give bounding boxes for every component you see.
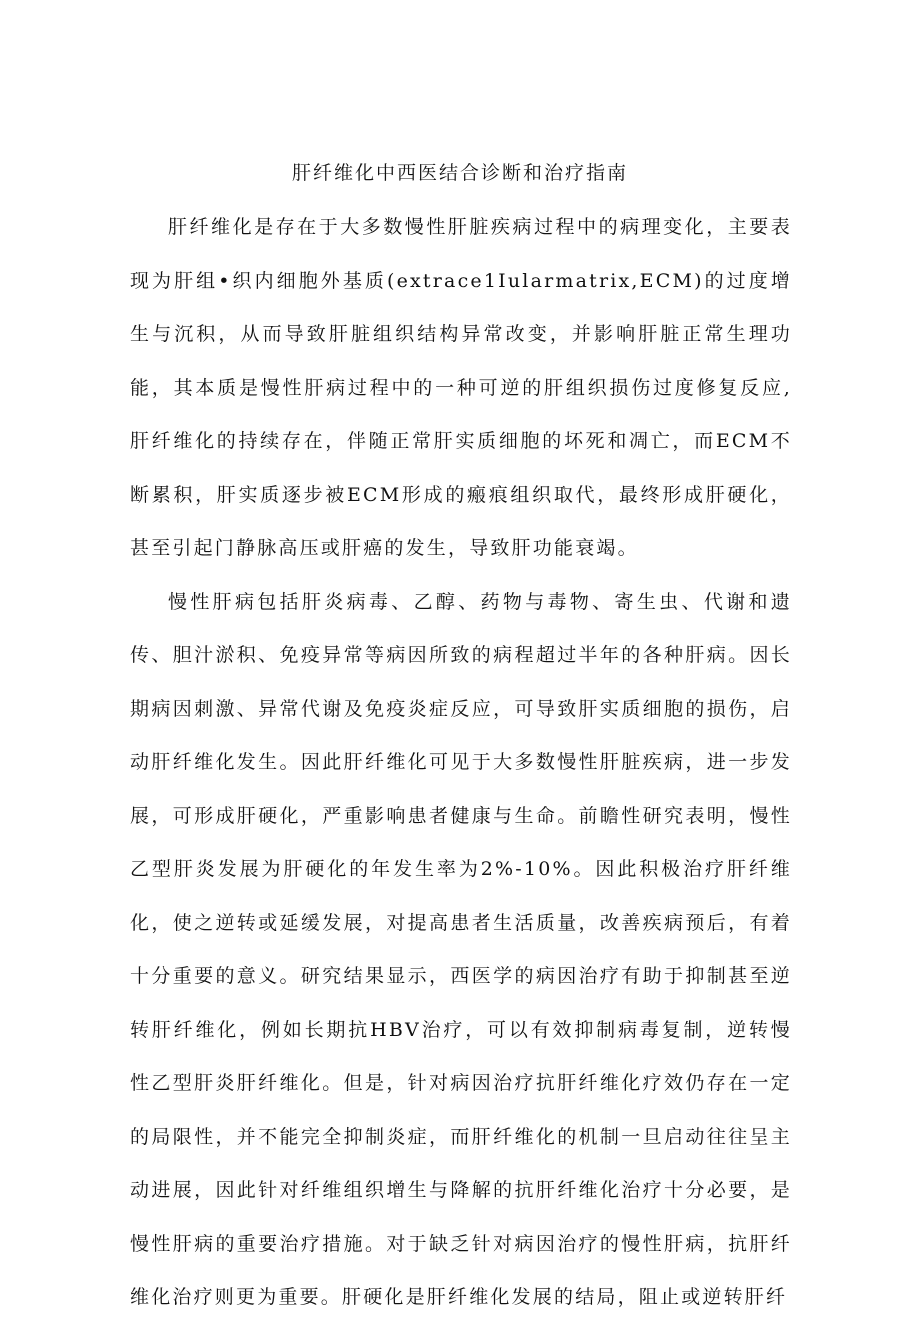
paragraph-1: 肝纤维化是存在于大多数慢性肝脏疾病过程中的病理变化，主要表现为肝组•织内细胞外基质(extrace1Iularmatrix,ECM)的过度增生与沉积，从而导致肝脏组织结构异常改变，并影响肝脏正常生理功能，其本质是慢性肝病过程中的一种可逆的肝组织损伤过度修复反应,肝纤维化的持续存在，伴随正常肝实质细胞的坏死和凋亡，而ECM不断累积，肝实质逐步被ECM形成的瘢痕组织取代，最终形成肝硬化，甚至引起门静脉高压或肝癌的发生，导致肝功能衰竭。 [130, 216, 792, 559]
document-title: 肝纤维化中西医结合诊断和治疗指南 [291, 162, 628, 184]
paragraph-2: 慢性肝病包括肝炎病毒、乙醇、药物与毒物、寄生虫、代谢和遗传、胆汁淤积、免疫异常等病因所致的病程超过半年的各种肝病。因长期病因刺激、异常代谢及免疫炎症反应，可导致肝实质细胞的损伤，启动肝纤维化发生。因此肝纤维化可见于大多数慢性肝脏疾病，进一步发展，可形成肝硬化，严重影响患者健康与生命。前瞻性研究表明，慢性乙型肝炎发展为肝硬化的年发生率为2%-10%。因此积极治疗肝纤维化，使之逆转或延缓发展，对提高患者生活质量，改善疾病预后，有着十分重要的意义。研究结果显示，西医学的病因治疗有助于抑制甚至逆转肝纤维化，例如长期抗HBV治疗，可以有效抑制病毒复制，逆转慢性乙型肝炎肝纤维化。但是，针对病因治疗抗肝纤维化疗效仍存在一定的局限性，并不能完全抑制炎症，而肝纤维化的机制一旦启动往往呈主动进展，因此针对纤维组织增生与降解的抗肝纤维化治疗十分必要，是慢性肝病的重要治疗措施。对于缺乏针对病因治疗的慢性肝病，抗肝纤维化治疗则更为重要。肝硬化是肝纤维化发展的结局，阻止或逆转肝纤 [130, 590, 792, 1308]
document-body [130, 201, 792, 1325]
